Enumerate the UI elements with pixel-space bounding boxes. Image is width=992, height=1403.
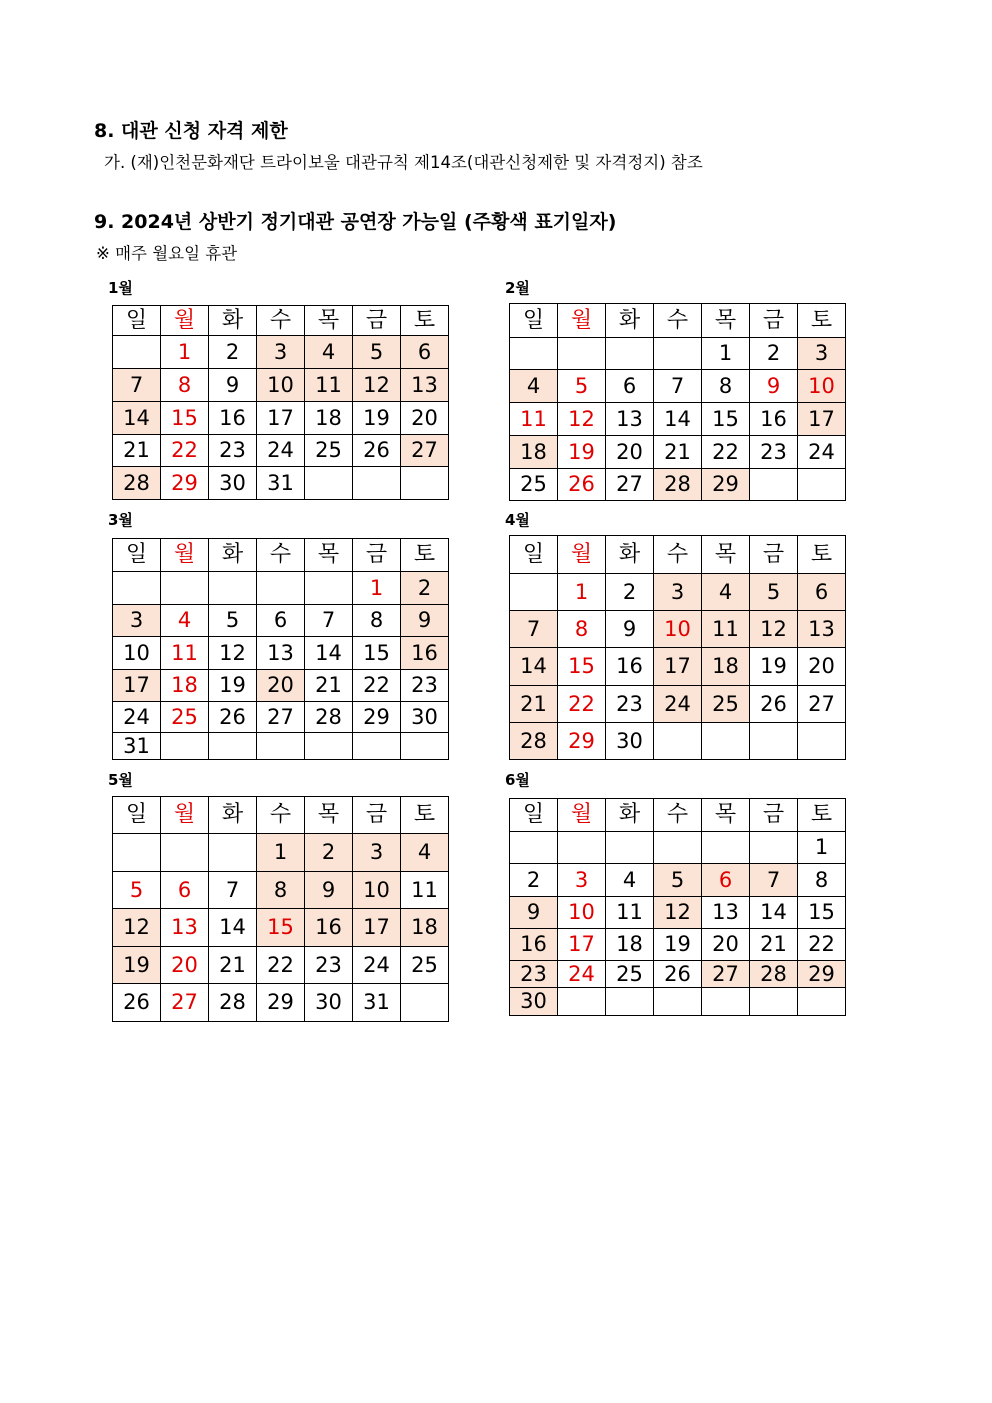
day-cell: 10: [798, 370, 846, 403]
day-cell: 29: [353, 702, 401, 733]
empty-cell: [209, 733, 257, 760]
day-cell: 12: [558, 403, 606, 436]
section-8-item: 가. (재)인천문화재단 트라이보울 대관규칙 제14조(대관신청제한 및 자격정지) 참조: [104, 153, 703, 172]
day-cell: 23: [510, 961, 558, 988]
weekday-header: 목: [702, 799, 750, 832]
day-cell: 21: [654, 436, 702, 469]
day-cell: 18: [606, 929, 654, 961]
day-cell: 1: [702, 338, 750, 370]
empty-cell: [606, 988, 654, 1016]
day-cell: 6: [702, 864, 750, 897]
empty-cell: [702, 723, 750, 760]
weekday-header: 목: [305, 306, 353, 336]
day-cell: 23: [750, 436, 798, 469]
day-cell: 17: [113, 670, 161, 702]
day-cell: 2: [510, 864, 558, 897]
day-cell: 13: [257, 637, 305, 670]
weekday-header: 월: [161, 306, 209, 336]
calendar-march: [112, 538, 449, 760]
day-cell: 18: [510, 436, 558, 469]
day-cell: 3: [353, 834, 401, 872]
weekday-header: 화: [606, 799, 654, 832]
month-label-mar: 3월: [108, 511, 133, 529]
day-cell: 19: [750, 648, 798, 686]
day-cell: 29: [257, 984, 305, 1022]
day-cell: 22: [702, 436, 750, 469]
weekday-header: 일: [113, 797, 161, 834]
empty-cell: [750, 988, 798, 1016]
day-cell: 30: [510, 988, 558, 1016]
day-cell: 27: [606, 469, 654, 501]
day-cell: 19: [654, 929, 702, 961]
empty-cell: [750, 832, 798, 864]
day-cell: 29: [558, 723, 606, 760]
day-cell: 10: [654, 611, 702, 648]
empty-cell: [257, 733, 305, 760]
day-cell: 13: [606, 403, 654, 436]
empty-cell: [401, 733, 449, 760]
day-cell: 9: [209, 369, 257, 402]
calendar-february: [509, 303, 846, 501]
day-cell: 4: [606, 864, 654, 897]
day-cell: 27: [702, 961, 750, 988]
day-cell: 5: [353, 336, 401, 369]
empty-cell: [161, 572, 209, 605]
day-cell: 3: [654, 574, 702, 611]
weekday-header: 금: [353, 306, 401, 336]
day-cell: 29: [161, 467, 209, 500]
day-cell: 8: [161, 369, 209, 402]
empty-cell: [209, 572, 257, 605]
section-8-heading: 8. 대관 신청 자격 제한: [94, 120, 288, 142]
day-cell: 3: [113, 605, 161, 637]
month-label-jun: 6월: [505, 771, 530, 789]
day-cell: 5: [113, 872, 161, 909]
day-cell: 9: [510, 897, 558, 929]
day-cell: 9: [750, 370, 798, 403]
day-cell: 16: [305, 909, 353, 947]
month-label-feb: 2월: [505, 279, 530, 297]
weekday-header: 금: [750, 799, 798, 832]
day-cell: 7: [209, 872, 257, 909]
day-cell: 10: [558, 897, 606, 929]
weekday-header: 토: [401, 539, 449, 572]
empty-cell: [257, 572, 305, 605]
day-cell: 3: [257, 336, 305, 369]
day-cell: 24: [113, 702, 161, 733]
empty-cell: [113, 834, 161, 872]
day-cell: 11: [161, 637, 209, 670]
weekday-header: 토: [798, 536, 846, 574]
month-label-may: 5월: [108, 771, 133, 789]
weekday-header: 일: [510, 304, 558, 338]
day-cell: 28: [510, 723, 558, 760]
day-cell: 6: [606, 370, 654, 403]
empty-cell: [353, 733, 401, 760]
day-cell: 13: [702, 897, 750, 929]
empty-cell: [798, 469, 846, 501]
weekday-header: 일: [113, 306, 161, 336]
day-cell: 28: [209, 984, 257, 1022]
day-cell: 4: [305, 336, 353, 369]
day-cell: 2: [209, 336, 257, 369]
day-cell: 17: [257, 402, 305, 435]
empty-cell: [401, 467, 449, 500]
day-cell: 29: [798, 961, 846, 988]
day-cell: 24: [257, 435, 305, 467]
day-cell: 23: [209, 435, 257, 467]
weekday-header: 수: [654, 536, 702, 574]
empty-cell: [401, 984, 449, 1022]
day-cell: 1: [558, 574, 606, 611]
empty-cell: [606, 832, 654, 864]
weekday-header: 수: [257, 306, 305, 336]
month-label-apr: 4월: [505, 511, 530, 529]
day-cell: 8: [558, 611, 606, 648]
day-cell: 6: [401, 336, 449, 369]
day-cell: 11: [401, 872, 449, 909]
day-cell: 7: [654, 370, 702, 403]
weekday-header: 목: [305, 797, 353, 834]
day-cell: 26: [750, 686, 798, 723]
day-cell: 4: [702, 574, 750, 611]
day-cell: 30: [209, 467, 257, 500]
month-label-jan: 1월: [108, 279, 133, 297]
calendar-april: [509, 535, 846, 760]
weekday-header: 월: [558, 799, 606, 832]
day-cell: 5: [209, 605, 257, 637]
day-cell: 23: [305, 947, 353, 984]
empty-cell: [558, 338, 606, 370]
day-cell: 15: [798, 897, 846, 929]
day-cell: 11: [510, 403, 558, 436]
weekday-header: 월: [558, 536, 606, 574]
day-cell: 23: [401, 670, 449, 702]
day-cell: 21: [113, 435, 161, 467]
day-cell: 31: [113, 733, 161, 760]
day-cell: 17: [654, 648, 702, 686]
day-cell: 20: [798, 648, 846, 686]
day-cell: 29: [702, 469, 750, 501]
day-cell: 27: [798, 686, 846, 723]
day-cell: 20: [702, 929, 750, 961]
day-cell: 21: [750, 929, 798, 961]
day-cell: 14: [113, 402, 161, 435]
day-cell: 15: [257, 909, 305, 947]
day-cell: 3: [798, 338, 846, 370]
empty-cell: [798, 988, 846, 1016]
day-cell: 25: [305, 435, 353, 467]
weekday-header: 금: [353, 539, 401, 572]
empty-cell: [654, 723, 702, 760]
day-cell: 8: [702, 370, 750, 403]
empty-cell: [750, 723, 798, 760]
day-cell: 16: [510, 929, 558, 961]
day-cell: 2: [305, 834, 353, 872]
day-cell: 20: [606, 436, 654, 469]
empty-cell: [305, 572, 353, 605]
weekday-header: 토: [798, 304, 846, 338]
day-cell: 6: [161, 872, 209, 909]
day-cell: 13: [401, 369, 449, 402]
day-cell: 1: [798, 832, 846, 864]
day-cell: 30: [401, 702, 449, 733]
day-cell: 8: [257, 872, 305, 909]
day-cell: 17: [798, 403, 846, 436]
empty-cell: [654, 832, 702, 864]
day-cell: 11: [702, 611, 750, 648]
day-cell: 13: [161, 909, 209, 947]
day-cell: 17: [558, 929, 606, 961]
day-cell: 28: [654, 469, 702, 501]
day-cell: 5: [654, 864, 702, 897]
empty-cell: [353, 467, 401, 500]
day-cell: 26: [654, 961, 702, 988]
day-cell: 2: [401, 572, 449, 605]
weekday-header: 일: [113, 539, 161, 572]
day-cell: 7: [750, 864, 798, 897]
day-cell: 14: [654, 403, 702, 436]
day-cell: 5: [750, 574, 798, 611]
day-cell: 28: [113, 467, 161, 500]
day-cell: 11: [606, 897, 654, 929]
day-cell: 31: [257, 467, 305, 500]
empty-cell: [606, 338, 654, 370]
weekday-header: 목: [702, 536, 750, 574]
empty-cell: [702, 832, 750, 864]
day-cell: 10: [257, 369, 305, 402]
day-cell: 3: [558, 864, 606, 897]
weekday-header: 토: [401, 797, 449, 834]
day-cell: 1: [257, 834, 305, 872]
day-cell: 20: [401, 402, 449, 435]
day-cell: 19: [353, 402, 401, 435]
day-cell: 27: [401, 435, 449, 467]
day-cell: 30: [305, 984, 353, 1022]
day-cell: 7: [305, 605, 353, 637]
weekday-header: 수: [654, 799, 702, 832]
day-cell: 15: [702, 403, 750, 436]
day-cell: 2: [750, 338, 798, 370]
day-cell: 16: [606, 648, 654, 686]
weekday-header: 목: [305, 539, 353, 572]
day-cell: 9: [401, 605, 449, 637]
day-cell: 22: [353, 670, 401, 702]
day-cell: 15: [558, 648, 606, 686]
calendar-january: [112, 305, 449, 500]
weekday-header: 월: [161, 539, 209, 572]
day-cell: 6: [257, 605, 305, 637]
day-cell: 16: [209, 402, 257, 435]
empty-cell: [161, 834, 209, 872]
day-cell: 24: [798, 436, 846, 469]
day-cell: 26: [209, 702, 257, 733]
day-cell: 25: [702, 686, 750, 723]
day-cell: 5: [558, 370, 606, 403]
day-cell: 26: [113, 984, 161, 1022]
day-cell: 9: [606, 611, 654, 648]
day-cell: 25: [510, 469, 558, 501]
empty-cell: [654, 988, 702, 1016]
weekday-header: 일: [510, 799, 558, 832]
day-cell: 22: [257, 947, 305, 984]
day-cell: 10: [353, 872, 401, 909]
day-cell: 4: [161, 605, 209, 637]
day-cell: 22: [161, 435, 209, 467]
day-cell: 11: [305, 369, 353, 402]
day-cell: 7: [113, 369, 161, 402]
empty-cell: [305, 733, 353, 760]
weekday-header: 토: [798, 799, 846, 832]
day-cell: 12: [750, 611, 798, 648]
empty-cell: [558, 988, 606, 1016]
day-cell: 19: [558, 436, 606, 469]
weekday-header: 월: [558, 304, 606, 338]
day-cell: 25: [606, 961, 654, 988]
day-cell: 1: [353, 572, 401, 605]
empty-cell: [113, 572, 161, 605]
day-cell: 8: [798, 864, 846, 897]
day-cell: 19: [209, 670, 257, 702]
day-cell: 12: [209, 637, 257, 670]
day-cell: 14: [510, 648, 558, 686]
day-cell: 14: [209, 909, 257, 947]
day-cell: 19: [113, 947, 161, 984]
day-cell: 15: [353, 637, 401, 670]
day-cell: 27: [161, 984, 209, 1022]
weekday-header: 수: [654, 304, 702, 338]
day-cell: 7: [510, 611, 558, 648]
day-cell: 22: [798, 929, 846, 961]
empty-cell: [113, 336, 161, 369]
day-cell: 8: [353, 605, 401, 637]
day-cell: 18: [401, 909, 449, 947]
day-cell: 20: [257, 670, 305, 702]
day-cell: 12: [654, 897, 702, 929]
day-cell: 16: [750, 403, 798, 436]
empty-cell: [750, 469, 798, 501]
day-cell: 9: [305, 872, 353, 909]
weekday-header: 화: [209, 797, 257, 834]
day-cell: 14: [750, 897, 798, 929]
calendar-june: [509, 798, 846, 1016]
day-cell: 4: [401, 834, 449, 872]
empty-cell: [798, 723, 846, 760]
day-cell: 18: [702, 648, 750, 686]
day-cell: 6: [798, 574, 846, 611]
day-cell: 24: [558, 961, 606, 988]
day-cell: 14: [305, 637, 353, 670]
day-cell: 30: [606, 723, 654, 760]
empty-cell: [510, 574, 558, 611]
day-cell: 24: [353, 947, 401, 984]
day-cell: 10: [113, 637, 161, 670]
day-cell: 12: [353, 369, 401, 402]
empty-cell: [510, 338, 558, 370]
day-cell: 16: [401, 637, 449, 670]
day-cell: 22: [558, 686, 606, 723]
day-cell: 21: [510, 686, 558, 723]
day-cell: 4: [510, 370, 558, 403]
day-cell: 18: [305, 402, 353, 435]
day-cell: 21: [209, 947, 257, 984]
weekday-header: 수: [257, 539, 305, 572]
weekday-header: 화: [209, 306, 257, 336]
day-cell: 26: [558, 469, 606, 501]
empty-cell: [305, 467, 353, 500]
day-cell: 24: [654, 686, 702, 723]
day-cell: 26: [353, 435, 401, 467]
empty-cell: [161, 733, 209, 760]
day-cell: 28: [305, 702, 353, 733]
day-cell: 20: [161, 947, 209, 984]
empty-cell: [702, 988, 750, 1016]
day-cell: 13: [798, 611, 846, 648]
day-cell: 21: [305, 670, 353, 702]
weekday-header: 금: [750, 536, 798, 574]
day-cell: 18: [161, 670, 209, 702]
day-cell: 27: [257, 702, 305, 733]
day-cell: 15: [161, 402, 209, 435]
empty-cell: [209, 834, 257, 872]
day-cell: 25: [161, 702, 209, 733]
day-cell: 31: [353, 984, 401, 1022]
day-cell: 23: [606, 686, 654, 723]
empty-cell: [558, 832, 606, 864]
day-cell: 12: [113, 909, 161, 947]
day-cell: 25: [401, 947, 449, 984]
weekday-header: 화: [606, 536, 654, 574]
weekday-header: 화: [606, 304, 654, 338]
weekday-header: 월: [161, 797, 209, 834]
weekday-header: 일: [510, 536, 558, 574]
section-9-heading: 9. 2024년 상반기 정기대관 공연장 가능일 (주황색 표기일자): [94, 211, 617, 233]
weekday-header: 목: [702, 304, 750, 338]
weekday-header: 수: [257, 797, 305, 834]
day-cell: 2: [606, 574, 654, 611]
weekday-header: 토: [401, 306, 449, 336]
empty-cell: [510, 832, 558, 864]
weekday-header: 화: [209, 539, 257, 572]
closure-note: ※ 매주 월요일 휴관: [96, 244, 238, 263]
day-cell: 1: [161, 336, 209, 369]
weekday-header: 금: [353, 797, 401, 834]
calendar-may: [112, 796, 449, 1022]
day-cell: 17: [353, 909, 401, 947]
weekday-header: 금: [750, 304, 798, 338]
empty-cell: [654, 338, 702, 370]
day-cell: 28: [750, 961, 798, 988]
